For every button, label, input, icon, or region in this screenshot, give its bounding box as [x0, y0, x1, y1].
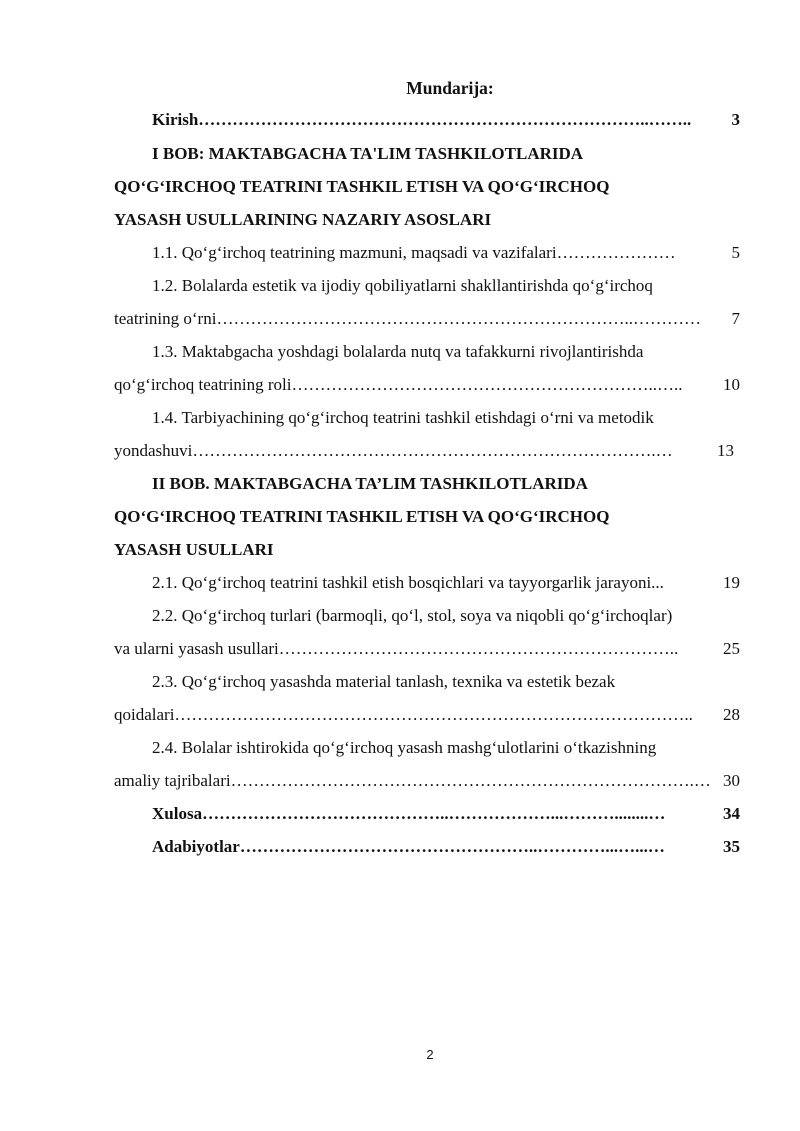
page-ref: 13	[717, 441, 734, 460]
toc-entry-1-3-line1[interactable]: 1.3. Maktabgacha yoshdagi bolalarda nutq va tafakkurni rivojlantirishda	[152, 342, 644, 361]
dot-leader: ……………………………………..………………...………........…	[202, 804, 666, 823]
page-ref: 5	[731, 243, 740, 262]
dot-leader: ……………………………………………………………………….…	[230, 771, 711, 790]
chapter-2-heading-line3[interactable]: YASASH USULLARI	[114, 540, 274, 559]
page-ref: 30	[723, 771, 740, 790]
dot-leader: ……………………………………………………………………..……..	[198, 110, 692, 129]
toc-entry-2-3-line1[interactable]: 2.3. Qo‘g‘irchoq yasashda material tanlash, texnika va estetik bezak	[152, 672, 616, 691]
toc-entry-2-4-line1[interactable]: 2.4. Bolalar ishtirokida qo‘g‘irchoq yasash mashg‘ulotlarini o‘tkazishning	[152, 738, 657, 757]
dot-leader: ...	[651, 573, 664, 592]
toc-entry-1-4-line1[interactable]: 1.4. Tarbiyachining qo‘g‘irchoq teatrini tashkil etishdagi o‘rni va metodik	[152, 408, 654, 427]
toc-entry-1-2-line1[interactable]: 1.2. Bolalarda estetik va ijodiy qobiliyatlarni shakllantirishda qo‘g‘irchoq	[152, 276, 653, 295]
chapter-1-heading-line1[interactable]: I BOB: MAKTABGACHA TA'LIM TASHKILOTLARIDA	[152, 144, 584, 163]
dot-leader: ……………………………………………………………..	[278, 639, 679, 658]
dot-leader: ……………………………………………..…………...…...…	[239, 837, 665, 856]
toc-entry-2-2-line1[interactable]: 2.2. Qo‘g‘irchoq turlari (barmoqli, qo‘l, stol, soya va niqobli qo‘g‘irchoqlar)	[152, 606, 673, 625]
toc-entry-2-3-line2[interactable]: qoidalari ……………………………………………………………………………….. 28	[114, 705, 740, 724]
page-number: 2	[426, 1047, 434, 1062]
toc-entry-1-4-line2[interactable]: yondashuvi ……………………………………………………………………….… 13	[114, 441, 734, 460]
page-ref: 19	[723, 573, 740, 592]
chapter-1-heading-line2[interactable]: QO‘G‘IRCHOQ TEATRINI TASHKIL ETISH VA QO‘G‘IRCHOQ	[114, 177, 610, 196]
toc-entry-2-2-line2[interactable]: va ularni yasash usullari …………………………………………………………….. 25	[114, 639, 740, 658]
chapter-1-heading-line3[interactable]: YASASH USULLARINING NAZARIY ASOSLARI	[114, 210, 492, 229]
toc-entry-1-2-line2[interactable]: teatrining o‘rni ………………………………………………………………..………… 7	[114, 309, 740, 328]
page-ref: 7	[731, 309, 740, 328]
dot-leader: ………………………………………………………..…..	[291, 375, 683, 394]
toc-entry-xulosa[interactable]: Xulosa ……………………………………..………………...………........… 34	[152, 804, 740, 823]
page-ref: 35	[723, 837, 740, 856]
toc-entry-kirish[interactable]: Kirish ……………………………………………………………………..…….. 3	[152, 110, 740, 129]
toc-entry-1-3-line2[interactable]: qo‘g‘irchoq teatrining roli ………………………………………………………..….. 10	[114, 375, 740, 394]
toc-entry-adabiyotlar[interactable]: Adabiyotlar ……………………………………………..…………...…...… 35	[152, 837, 740, 856]
dot-leader: …………………	[556, 243, 676, 262]
chapter-2-heading-line1[interactable]: II BOB. MAKTABGACHA TA’LIM TASHKILOTLARIDA	[152, 474, 588, 493]
page-ref: 10	[723, 375, 740, 394]
toc-entry-2-4-line2[interactable]: amaliy tajribalari ……………………………………………………………………….… 30	[114, 771, 740, 790]
chapter-2-heading-line2[interactable]: QO‘G‘IRCHOQ TEATRINI TASHKIL ETISH VA QO‘G‘IRCHOQ	[114, 507, 610, 526]
dot-leader: ………………………………………………………………..…………	[216, 309, 701, 328]
toc-entry-2-1[interactable]: 2.1. Qo‘g‘irchoq teatrini tashkil etish bosqichlari va tayyorgarlik jarayoni ... 19	[152, 573, 740, 592]
page-ref: 28	[723, 705, 740, 724]
page-ref: 34	[723, 804, 740, 823]
toc-title: Mundarija:	[406, 78, 494, 98]
toc-entry-1-1[interactable]: 1.1. Qo‘g‘irchoq teatrining mazmuni, maqsadi va vazifalari ………………… 5	[152, 243, 740, 262]
dot-leader: ……………………………………………………………………….…	[192, 441, 673, 460]
page-ref: 3	[731, 110, 740, 129]
dot-leader: ………………………………………………………………………………..	[174, 705, 693, 724]
page-ref: 25	[723, 639, 740, 658]
